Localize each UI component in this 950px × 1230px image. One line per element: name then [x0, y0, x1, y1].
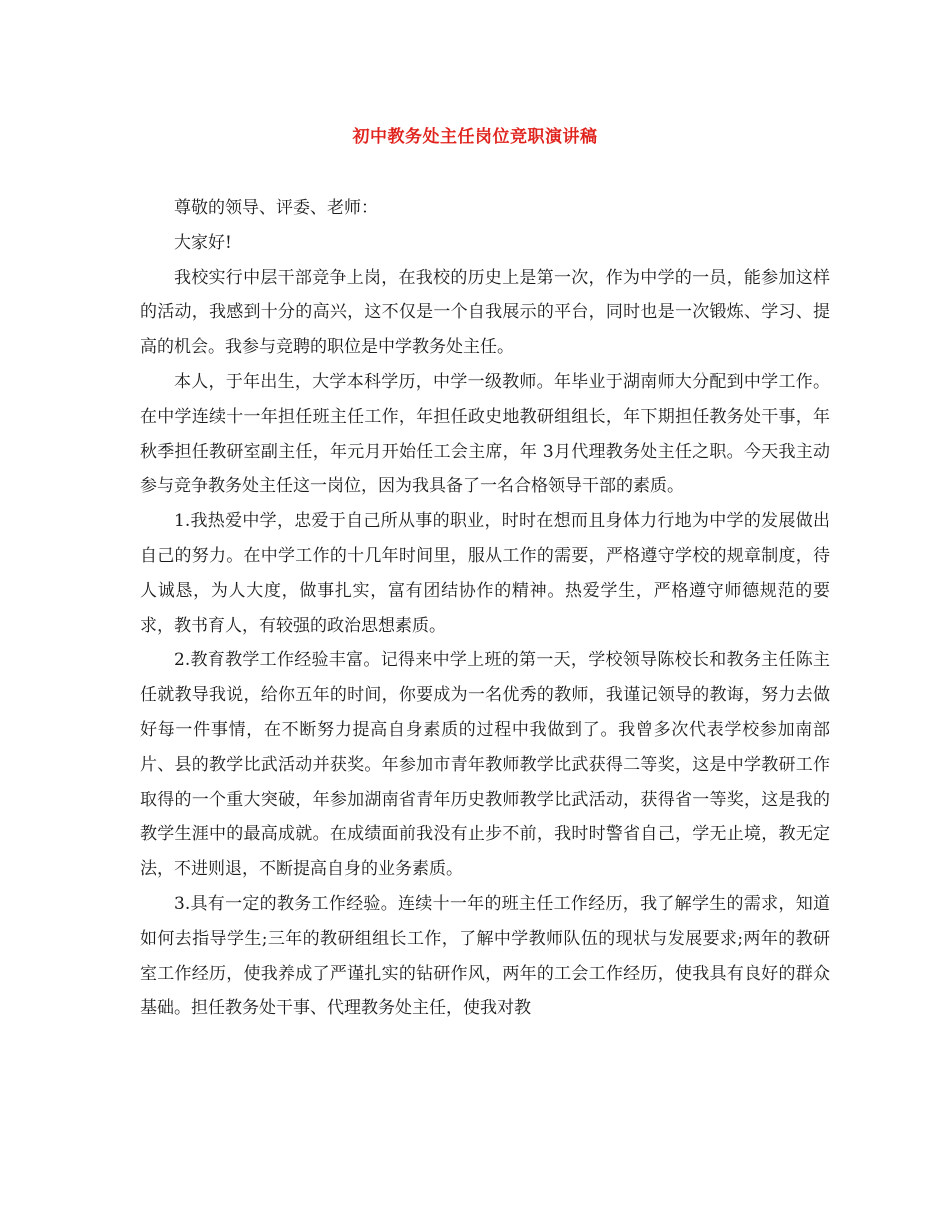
greeting: 大家好!	[174, 232, 232, 253]
paragraph-background: 本人，于年出生，大学本科学历，中学一级教师。年毕业于湖南师大分配到中学工作。在中学连续十一年担任班主任工作，年担任政史地教研组组长，年下期担任教务处干事，年秋季担任教研室副主任，年元月开始任工会主席，年 3月代理教务处主任之职。今天我主动参与竞争教务处主任这一岗位，因为我具备了一名合格领导干部的素质。	[140, 371, 830, 497]
paragraph-intro: 我校实行中层干部竞争上岗，在我校的历史上是第一次，作为中学的一员，能参加这样的活动，我感到十分的高兴，这不仅是一个自我展示的平台，同时也是一次锻炼、学习、提高的机会。我参与竞聘的职位是中学教务处主任。	[140, 267, 830, 358]
paragraph-point-1: 1.我热爱中学，忠爱于自己所从事的职业，时时在想而且身体力行地为中学的发展做出自己的努力。在中学工作的十几年时间里，服从工作的需要，严格遵守学校的规章制度，待人诚恳，为人大度，做事扎实，富有团结协作的精神。热爱学生，严格遵守师德规范的要求，教书育人，有较强的政治思想素质。	[140, 511, 830, 636]
paragraph-point-2: 2.教育教学工作经验丰富。记得来中学上班的第一天，学校领导陈校长和教务主任陈主任就教导我说，给你五年的时间，你要成为一名优秀的教师，我谨记领导的教诲，努力去做好每一件事情，在不断努力提高自身素质的过程中我做到了。我曾多次代表学校参加南部片、县的教学比武活动并获奖。年参加市青年教师教学比武获得二等奖，这是中学教研工作取得的一个重大突破，年参加湖南省青年历史教师教学比武活动，获得省一等奖，这是我的教学生涯中的最高成就。在成绩面前我没有止步不前，我时时警省自己，学无止境，教无定法，不进则退，不断提高自身的业务素质。	[140, 650, 830, 880]
document-title: 初中教务处主任岗位竞职演讲稿	[352, 127, 598, 147]
salutation: 尊敬的领导、评委、老师：	[174, 198, 378, 218]
paragraph-point-3: 3.具有一定的教务工作经验。连续十一年的班主任工作经历，我了解学生的需求，知道如何去指导学生;三年的教研组组长工作，了解中学教师队伍的现状与发展要求;两年的教研室工作经历，使我养成了严谨扎实的钻研作风，两年的工会工作经历，使我具有良好的群众基础。担任教务处干事、代理教务处主任，使我对教	[140, 893, 830, 1019]
document-body	[140, 191, 830, 1026]
